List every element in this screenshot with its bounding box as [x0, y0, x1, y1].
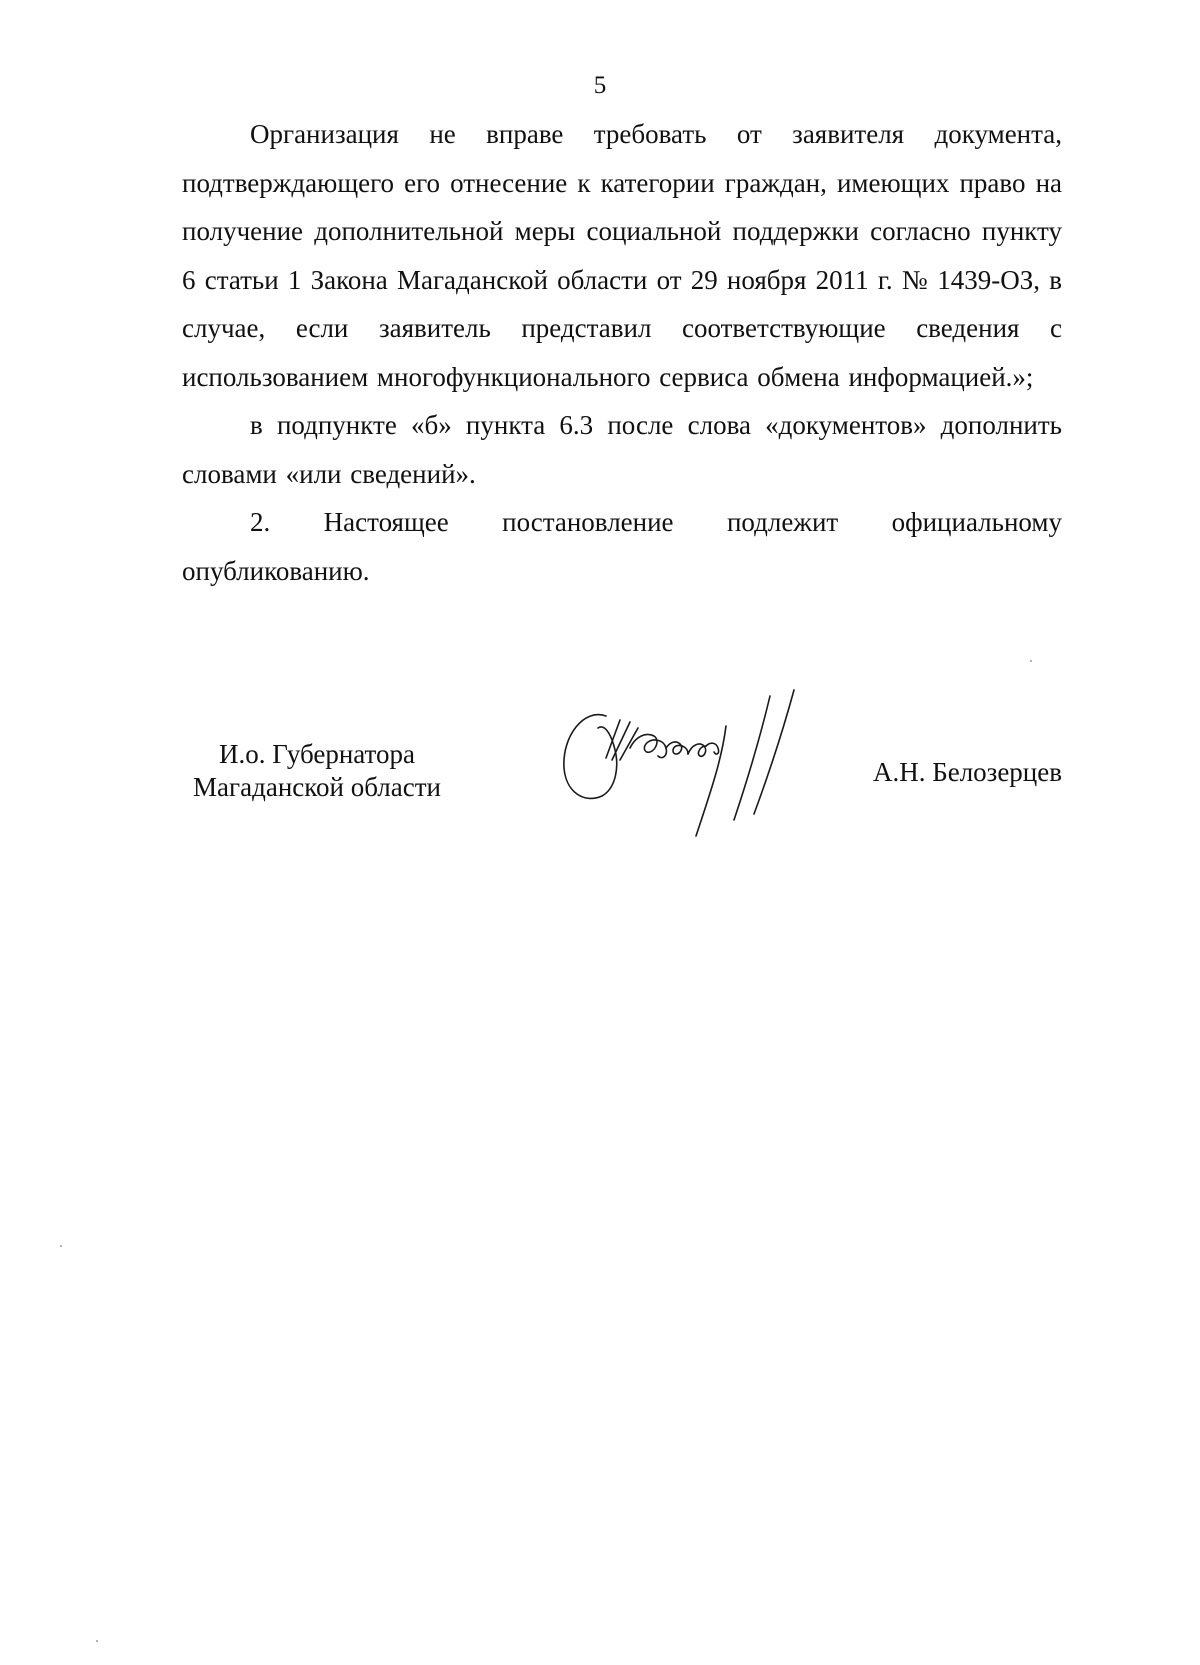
handwritten-signature-icon [554, 688, 834, 858]
paragraph-publication-text: Настоящее постановление подлежит официальному опубликованию. [182, 507, 1062, 586]
paragraph-subpoint-amendment: в подпункте «б» пункта 6.3 после слова «документов» дополнить словами «или сведений». [182, 410, 1062, 489]
scan-speck [1030, 660, 1032, 662]
paragraph-spacer [270, 507, 323, 537]
signatory-title [182, 738, 452, 804]
scan-speck [96, 1640, 98, 1642]
paragraph-number: 2. [250, 507, 271, 537]
signature-block [182, 738, 1062, 908]
signatory-name: А.Н. Белозерцев [872, 757, 1062, 787]
signatory-title-line1: И.о. Губернатора [218, 739, 415, 769]
signatory-title-line2: Магаданской области [193, 772, 441, 802]
paragraph-organization-requirement: Организация не вправе требовать от заявителя документа, подтверждающего его отнесение к категории граждан, имеющих право на получение дополнительной меры социальной поддержки согласно пункту 6 статьи 1 Закона Магаданской области от 29 ноября 2011 г. № 1439-ОЗ, в случае, если заявитель представил соответствующие сведения с использованием многофункционального сервиса обмена информацией.»; [182, 119, 1062, 392]
scan-speck [60, 1245, 62, 1247]
document-body [182, 110, 1062, 595]
page-number: 5 [593, 72, 607, 99]
paragraph-publication [182, 498, 1062, 595]
